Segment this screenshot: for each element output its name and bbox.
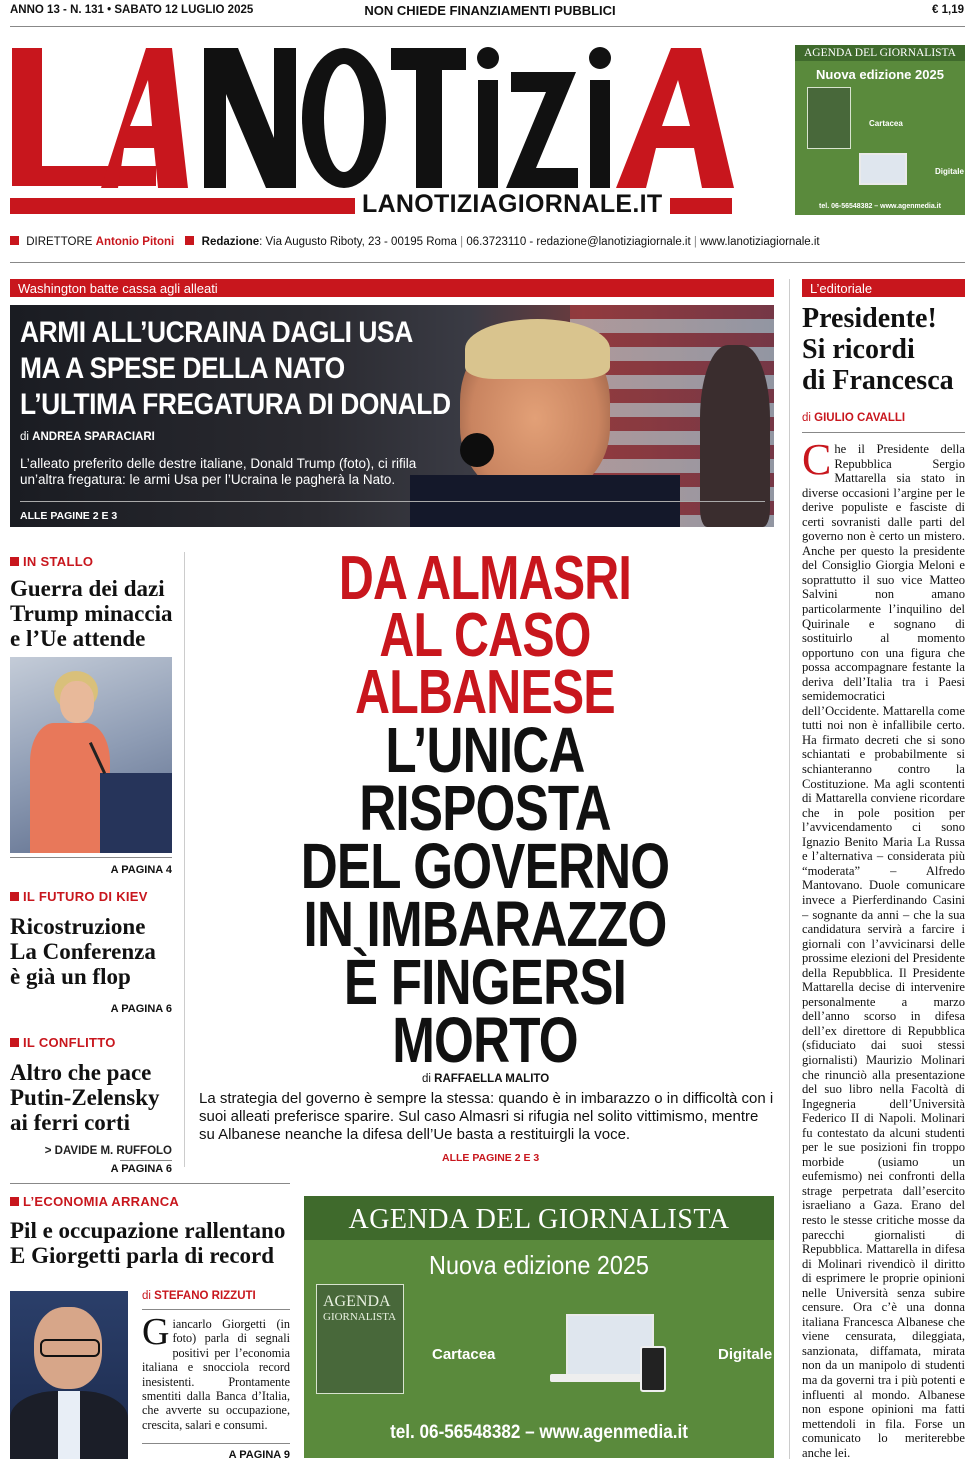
top-ad-title: AGENDA DEL GIORNALISTA (795, 45, 965, 61)
brief-3-kicker (10, 1035, 116, 1050)
main-byline (422, 1073, 549, 1085)
masthead-rule (10, 262, 965, 263)
logo (6, 28, 786, 198)
lead-headline-2: MA A SPESE DELLA NATO (20, 352, 345, 385)
trump-hair (465, 319, 610, 379)
main-headline-red-3: ALBANESE (355, 658, 615, 727)
bottom-ad-title: AGENDA DEL GIORNALISTA (304, 1196, 774, 1240)
logo-underline-right (670, 198, 732, 214)
main-headline-black-5: È FINGERSI (343, 946, 627, 1018)
bottom-ad-phone (640, 1346, 666, 1392)
economy-byline-prefix: di (142, 1290, 151, 1302)
giorgetti-glasses (40, 1339, 100, 1357)
masthead-info: DIRETTORE Antonio Pitoni Redazione: Via Augusto Riboty, 23 - 00195 Roma | 06.3723110 - redazione@lanotiziagiornale.it | www.lanotiziagiornale.it (10, 236, 820, 248)
main-headline-red-1: DA ALMASRI (338, 544, 632, 613)
brief-1-kicker-text: IN STALLO (23, 554, 94, 569)
top-ad-laptop (859, 153, 907, 185)
top-ad-contact: tel. 06-56548382 – www.agenmedia.it (819, 203, 941, 210)
bottom-ad-cartacea: Cartacea (432, 1346, 496, 1363)
economy-title-line-2: E Giorgetti parla di record (10, 1243, 275, 1268)
editorial-title-line-2: Si ricordi (802, 334, 915, 365)
brief-2-title-line-3: è già un flop (10, 964, 131, 989)
economy-dropcap: G (142, 1317, 170, 1353)
editorial-section-bar: L’editoriale (802, 279, 965, 297)
brief-1-kicker (10, 554, 93, 569)
economy-title[interactable] (10, 1218, 300, 1268)
logo-underline-left (10, 198, 355, 214)
brief-3-rule (120, 1160, 172, 1161)
top-ad-cartacea: Cartacea (869, 119, 903, 128)
lead-byline (20, 431, 155, 443)
editorial-title (802, 303, 954, 396)
economy-bottom-rule (142, 1443, 290, 1444)
website-label: LANOTIZIAGIORNALE.IT (362, 190, 663, 218)
bottom-ad-book-title-1: AGENDA (323, 1293, 391, 1310)
brief-2-kicker-text: IL FUTURO DI KIEV (23, 889, 148, 904)
economy-top-rule (10, 1183, 290, 1184)
redazione-address: : Via Augusto Riboty, 23 - 00195 Roma (259, 236, 457, 248)
brief-1-page[interactable]: A PAGINA 4 (110, 864, 172, 876)
editorial-byline-author: GIULIO CAVALLI (814, 412, 906, 424)
lead-pages[interactable]: ALLE PAGINE 2 E 3 (20, 510, 118, 522)
economy-kicker (10, 1194, 179, 1209)
brief-3-page[interactable]: A PAGINA 6 (110, 1163, 172, 1175)
editorial-title-line-3: di Francesca (802, 365, 954, 396)
brief-1-rule (10, 857, 172, 858)
brief-2-title-line-2: La Conferenza (10, 939, 156, 964)
editorial-title-line-1: Presidente! (802, 303, 937, 334)
brief-1-title-line-1: Guerra dei dazi (10, 576, 165, 601)
economy-kicker-text: L’ECONOMIA ARRANCA (23, 1194, 180, 1209)
top-ad-subtitle: Nuova edizione 2025 (816, 67, 944, 82)
price: € 1,19 (932, 4, 964, 16)
brief-2-kicker (10, 889, 148, 904)
top-ad-book (807, 87, 851, 149)
giorgetti-shirt (58, 1391, 80, 1459)
economy-byline-author: STEFANO RIZZUTI (154, 1290, 256, 1302)
brief-1-title-line-2: Trump minaccia (10, 601, 173, 626)
director-label: DIRETTORE (26, 236, 93, 248)
bottom-ad-digitale: Digitale (718, 1346, 773, 1363)
lead-headline-3: L’ULTIMA FREGATURA DI DONALD (20, 388, 451, 421)
director-name: Antonio Pitoni (95, 236, 175, 248)
brief-3-title[interactable] (10, 1060, 185, 1135)
slogan: NON CHIEDE FINANZIAMENTI PUBBLICI (364, 3, 616, 18)
vonderleyen-jacket (30, 723, 110, 853)
lead-byline-author: ANDREA SPARACIARI (32, 431, 155, 443)
bottom-ad-subtitle: Nuova edizione 2025 (429, 1250, 649, 1280)
brief-1-title[interactable] (10, 576, 185, 651)
main-headline-black-6: MORTO (392, 1004, 578, 1076)
redazione-label: Redazione (201, 236, 260, 248)
economy-byline-rule (142, 1309, 290, 1310)
main-headline-black-3: DEL GOVERNO (300, 830, 670, 902)
brief-3-kicker-text: IL CONFLITTO (23, 1035, 116, 1050)
main-headline-black-4: IN IMBARAZZO (303, 888, 667, 960)
brief-1-title-line-3: e l’Ue attende (10, 626, 146, 651)
economy-title-line-1: Pil e occupazione rallentano (10, 1218, 286, 1243)
contact-site[interactable]: www.lanotiziagiornale.it (700, 236, 820, 248)
editorial-rule (802, 432, 965, 433)
editorial-text: he il Presidente della Repubblica Sergio Mattarella sia stato in diverse occasioni l’argine per le derive populiste e fasciste di certi sovranisti dalle parti del governo non è certo un mistero. Anche per questo la presidente del Consiglio Giorgia Meloni e soprattutto il suo vice Matteo Salvini non amano particolarmente l’inquilino del Quirinale e sognano di sostituirlo al momento opportuno con una figura che possa accompagnare festante la deriva dell’Italia tra i Paesi semidemocratici dell’Occidente. Mattarella come tutti noi non è infallibile certo. Ha firmato decreti che si sono schiantati e probabilmente si schianteranno contro la Costituzione. Ma agli scontenti di Mattarella conviene ricordare che in pole position per l’avvicendamento ci sono Ignazio Benito Maria La Russa e l’alternativa – considerata più “moderata” – Alfredo Mantovano. Duole comunicare invece a Pierferdinando Casini – sognante da anni – che la sua candidatura servirà a farcire i giornali con l’avvicinarsi delle prossime elezioni del Presidente della Repubblica. Il Presidente Mattarella decise di intervenire personalmente a marzo dell’anno scorso in difesa dell’ex direttore di Repubblica (sfiduciato dai suoi stessi giornalisti) Maurizio Molinari che rinunciò alla presentazione del suo libro nella Facoltà di Ingegneria dell’Università Federico II di Napoli. Molinari fu contestato da alcuni studenti per le sue posizioni fin troppo morbide (usiamo un eufemismo) nei confronti della strage perpetrata dall’esercito israeliano a Gaza. Erano del resto le stesse critiche mosse da parecchi giornalisti di Repubblica. Mattarella in difesa di Molinari rivendicò il diritto di esprimere le proprie opinioni nelle Università senza subire censure. Ora c’è una donna italiana Francesca Albanese che viene censurata, dileggiata, sanzionata, diffamata, mirata non da un manipolo di studenti ma da governi tra i più potenti e influenti al mondo. Albanese non espone opinioni ma fatti mettendoli in fila. Forse un comunicato lo meriterebbe anche lei. (802, 442, 965, 1460)
main-headline-red-2: AL CASO (379, 601, 591, 670)
top-ad-digitale: Digitale (935, 167, 964, 176)
brief-1-photo (10, 657, 172, 853)
editorial-byline-prefix: di (802, 412, 811, 424)
main-headline[interactable] (190, 544, 780, 1076)
lead-byline-prefix: di (20, 431, 29, 443)
lead-section-bar: Washington batte cassa agli alleati (10, 279, 774, 297)
lead-summary: L’alleato preferito delle destre italiane, Donald Trump (foto), ci rifila un’altra fregatura: le armi Usa per l’Ucraina le pagherà la Nato. (20, 456, 417, 487)
main-headline-black-1: L’UNICA (385, 714, 585, 786)
main-pages[interactable]: ALLE PAGINE 2 E 3 (442, 1152, 540, 1164)
lead-summary-rule (20, 501, 765, 502)
brief-2-title-line-1: Ricostruzione (10, 914, 146, 939)
logo-wordmark (6, 28, 786, 198)
main-headline-black-2: RISPOSTA (359, 772, 611, 844)
vonderleyen-face (60, 681, 94, 723)
brief-3-title-line-3: ai ferri corti (10, 1110, 131, 1135)
editorial-body (802, 442, 965, 1462)
economy-byline (142, 1290, 256, 1302)
bystander-figure (700, 345, 770, 527)
main-byline-prefix: di (422, 1073, 431, 1085)
lead-headline-1: ARMI ALL’UCRAINA DAGLI USA (20, 316, 413, 349)
brief-2-page[interactable]: A PAGINA 6 (110, 1003, 172, 1015)
editorial-byline (802, 412, 905, 424)
issue-info: ANNO 13 - N. 131 • SABATO 12 LUGLIO 2025 (10, 4, 254, 16)
top-rule (10, 26, 965, 27)
contact-phone: 06.3723110 - redazione@lanotiziagiornale.it (466, 236, 691, 248)
bottom-ad-book (316, 1284, 404, 1394)
bottom-ad-contact: tel. 06-56548382 – www.agenmedia.it (390, 1422, 688, 1443)
economy-text: iancarlo Giorgetti (in foto) parla di segnali positivi per l’economia italiana e snocciola record inesistenti. Prontamente smentiti dalla Banca d’Italia, che avverte su occupazione, crescita, salari e consumi. (142, 1317, 290, 1432)
bottom-ad-book-title-2: GIORNALISTA (323, 1311, 397, 1323)
lectern (100, 773, 172, 853)
brief-3-byline: > DAVIDE M. RUFFOLO (44, 1145, 172, 1157)
brief-3-title-line-2: Putin-Zelensky (10, 1085, 160, 1110)
main-summary: La strategia del governo è sempre la stessa: quando è in imbarazzo o in difficoltà con i suoi alleati preferisce sparire. Sul caso Almasri si rifugia nel solito vittimismo, mentre su Albanese neanche la difesa dell’Ue basta a restituirgli la voce. (199, 1090, 774, 1143)
economy-page[interactable]: A PAGINA 9 (228, 1449, 290, 1461)
brief-2-title[interactable] (10, 914, 185, 989)
editorial-dropcap: C (802, 442, 832, 484)
editorial-column-divider (789, 279, 790, 1459)
economy-body (142, 1317, 290, 1435)
microphone-icon (460, 433, 494, 467)
brief-3-title-line-1: Altro che pace (10, 1060, 152, 1085)
main-byline-author: RAFFAELLA MALITO (434, 1073, 550, 1085)
bottom-ad[interactable] (304, 1196, 774, 1458)
economy-photo (10, 1291, 128, 1459)
left-column-divider (184, 552, 185, 1167)
top-ad[interactable] (795, 45, 965, 215)
